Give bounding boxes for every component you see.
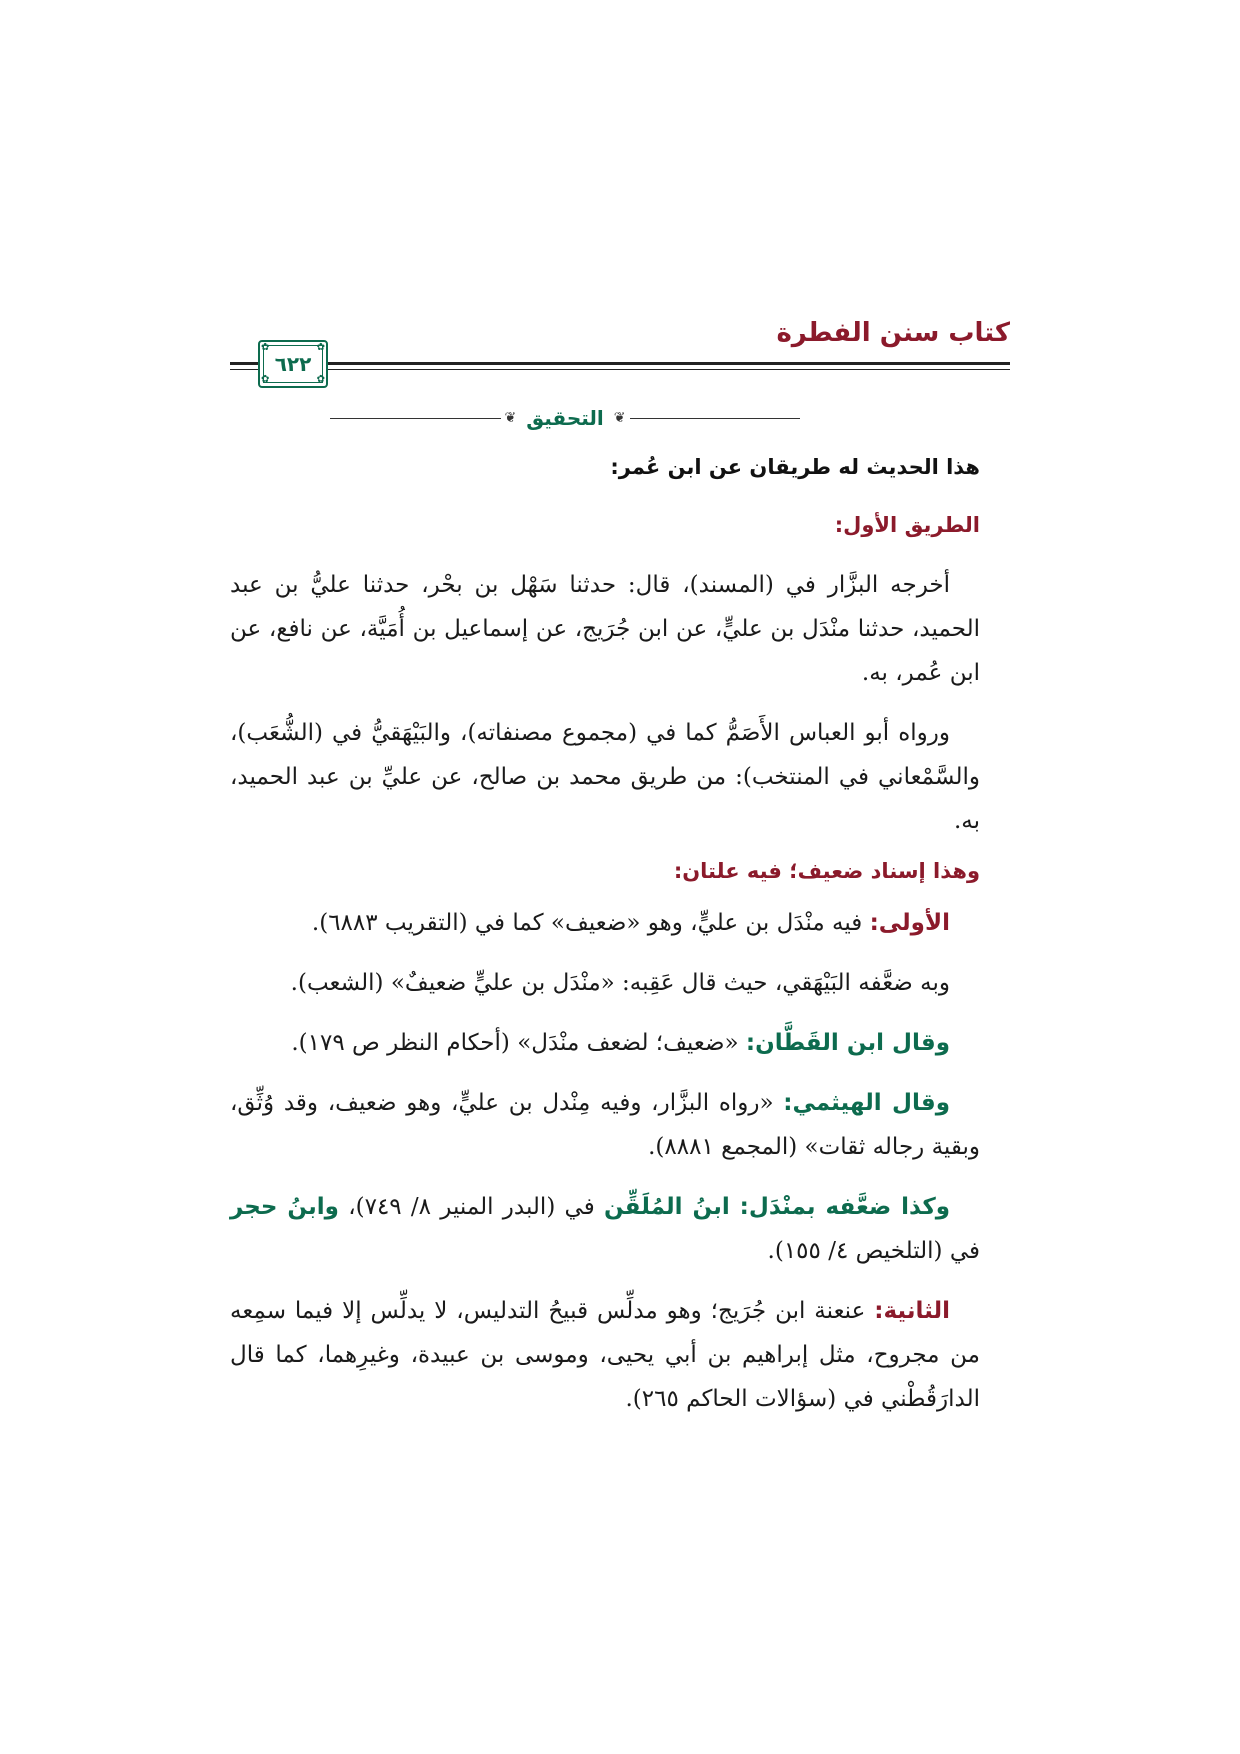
paragraph-qattan — [230, 1021, 980, 1065]
weakness-heading: وهذا إسناد ضعيف؛ فيه علتان: — [673, 859, 980, 883]
haythami-text: «رواه البزَّار، وفيه مِنْدل بن عليٍّ، وهو ضعيف، وقد وُثِّق، وبقية رجاله ثقات» (المجمع ٨٨٨١). — [230, 1090, 980, 1160]
paragraph-bazzar: أخرجه البزَّار في (المسند)، قال: حدثنا سَهْل بن بحْر، حدثنا عليُّ بن عبد الحميد، حدثنا منْدَل بن عليٍّ، عن ابن جُرَيج، عن إسماعيل بن أُمَيَّة، عن نافع، عن ابن عُمر، به. — [230, 572, 980, 686]
paragraph-first-defect — [230, 901, 980, 945]
flourish-icon: ❦ — [613, 410, 626, 426]
haythami-label: وقال الهيثمي: — [783, 1090, 951, 1116]
section-title-divider — [330, 403, 800, 433]
header-rule-thin — [230, 369, 1010, 370]
ornament-icon: ✿ — [316, 342, 325, 353]
mulaqqin-label: وكذا ضعَّفه بمنْدَل: ابنُ المُلَقِّن — [603, 1194, 951, 1220]
ornament-icon: ✿ — [316, 374, 325, 385]
first-defect-label: الأولى: — [869, 910, 950, 936]
flourish-icon: ❦ — [504, 410, 517, 426]
paragraph-asamm: ورواه أبو العباس الأَصَمُّ كما في (مجموع مصنفاته)، والبَيْهَقيُّ في (الشُّعَب)، والسَّمْعاني في المنتخب): من طريق محمد بن صالح، عن عليِّ بن عبد الحميد، به. — [230, 720, 980, 834]
paragraph-bayhaqi: وبه ضعَّفه البَيْهَقي، حيث قال عَقِبه: «منْدَل بن عليٍّ ضعيفٌ» (الشعب). — [290, 970, 950, 996]
section-title: التحقيق — [526, 406, 604, 430]
paragraph-second-defect — [230, 1289, 980, 1421]
paragraph-haythami — [230, 1081, 980, 1169]
page-number: ٦٢٢ — [263, 345, 323, 383]
intro-heading: هذا الحديث له طريقان عن ابن عُمر: — [610, 455, 980, 479]
mulaqqin-text: في (البدر المنير ٨/ ٧٤٩)، — [338, 1194, 604, 1220]
qattan-text: «ضعيف؛ لضعف منْدَل» (أحكام النظر ص ١٧٩). — [291, 1030, 746, 1056]
first-defect-text: فيه منْدَل بن عليٍّ، وهو «ضعيف» كما في (التقريب ٦٨٨٣). — [311, 910, 870, 936]
book-title: كتاب سنن الفطرة — [776, 318, 1010, 348]
page-number-badge — [258, 340, 328, 388]
ibn-hajar-text: في (التلخيص ٤/ ١٥٥). — [767, 1238, 980, 1264]
ornament-icon: ✿ — [261, 374, 270, 385]
divider-line — [630, 418, 801, 419]
second-defect-label: الثانية: — [874, 1298, 950, 1324]
first-path-heading: الطريق الأول: — [834, 513, 980, 537]
page-header — [230, 300, 1010, 400]
page-body — [230, 455, 980, 1437]
header-rule-thick — [230, 362, 1010, 365]
ornament-icon: ✿ — [261, 342, 270, 353]
divider-line — [330, 418, 501, 419]
paragraph-mulaqqin — [230, 1185, 980, 1273]
second-defect-text: عنعنة ابن جُرَيج؛ وهو مدلِّس قبيحُ التدليس، لا يدلِّس إلا فيما سمِعه من مجروح، مثل إبراهيم بن أبي يحيى، وموسى بن عبيدة، وغيرِهما، كما قال الدارَقُطْني في (سؤالات الحاكم ٢٦٥). — [230, 1298, 980, 1412]
ibn-hajar-label: وابنُ حجر — [230, 1194, 339, 1220]
qattan-label: وقال ابن القَطَّان: — [745, 1030, 950, 1056]
